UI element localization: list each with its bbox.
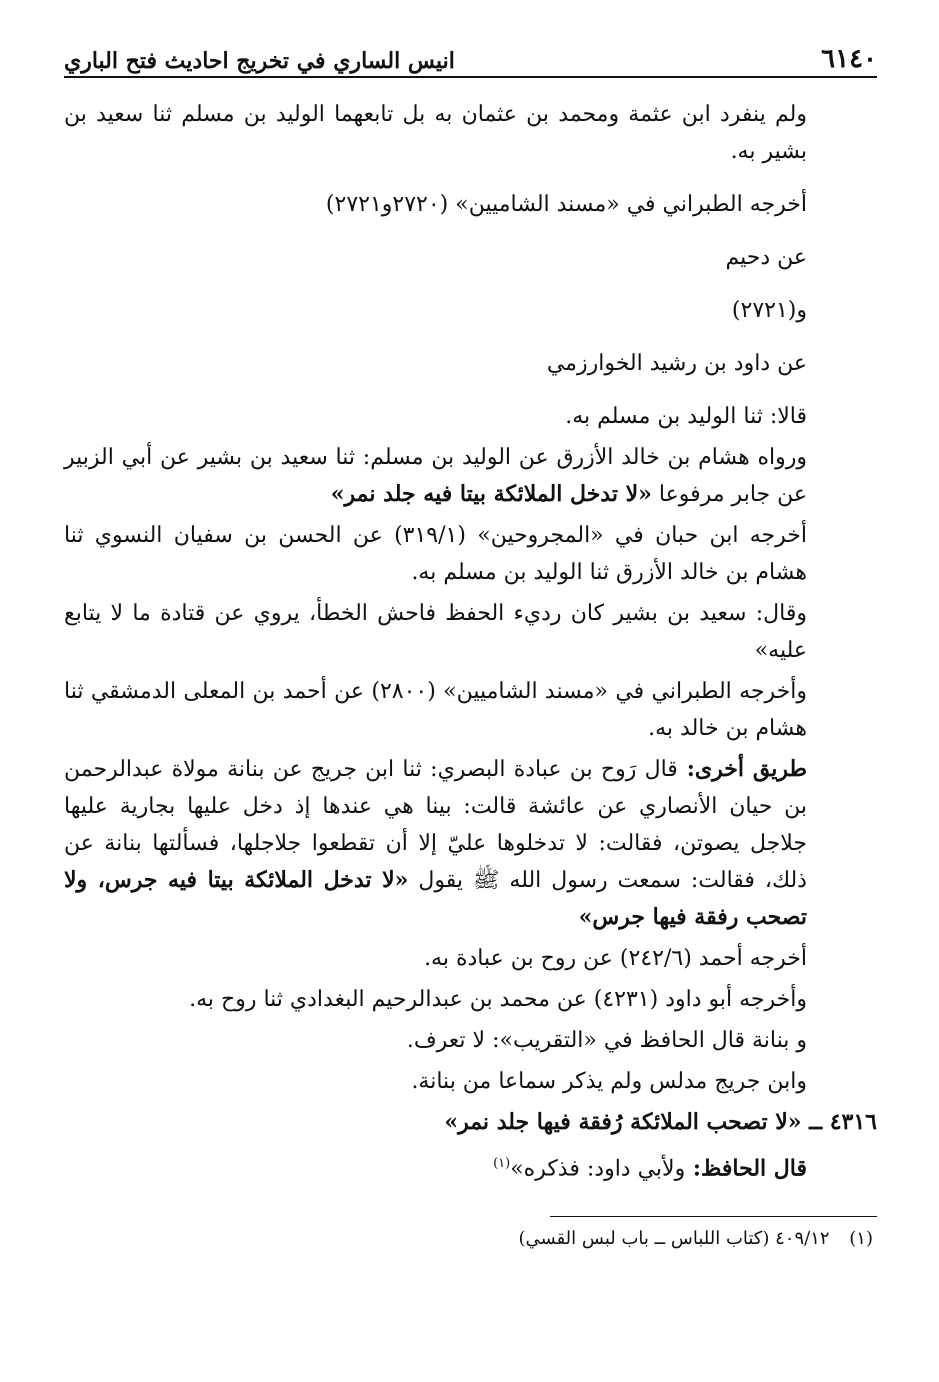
- paragraph: وابن جريج مدلس ولم يذكر سماعا من بنانة.: [411, 1069, 807, 1094]
- paragraph: و بنانة قال الحافظ في «التقريب»: لا تعرف.: [406, 1028, 807, 1053]
- page-number: ٦١٤٠: [821, 44, 877, 74]
- section-lead: قال الحافظ:: [685, 1155, 807, 1182]
- paragraph: عن داود بن رشيد الخوارزمي: [546, 351, 807, 376]
- paragraph: عن دحيم: [725, 245, 807, 270]
- paragraph-text: ولأبي داود: فذكره»: [510, 1156, 686, 1182]
- paragraph: أخرجه أحمد (٢٤٢/٦) عن روح بن عبادة به.: [424, 946, 807, 971]
- paragraph: [64, 439, 877, 513]
- book-title: انيس الساري في تخريج احاديث فتح الباري: [64, 48, 455, 74]
- section-lead: طريق أخرى:: [677, 756, 807, 782]
- footnote-text: ٤٠٩/١٢ (كتاب اللباس ــ باب لبس القسي): [518, 1228, 830, 1249]
- footnote-reference: (١): [493, 1156, 511, 1171]
- paragraph: وقال: سعيد بن بشير كان رديء الحفظ فاحش الخطأ، يروي عن قتادة ما لا يتابع عليه»: [64, 601, 807, 663]
- document-page: [64, 36, 877, 1191]
- hadith-heading: ٤٣١٦ ــ «لا تصحب الملائكة رُفقة فيها جلد نمر»: [444, 1109, 877, 1135]
- footnote: [518, 1228, 873, 1249]
- paragraph-text: قال رَوح بن عبادة البصري: ثنا ابن جريج عن بنانة مولاة عبدالرحمن بن حيان الأنصاري عن عائشة قالت: بينا هي عندها إذ دخل عليها بجارية عليها جلاجل يصوتن، فقالت: لا تدخلوها عليّ إلا أن تقطعوا جلاجلها، فسألتها بنانة عن ذلك، فقالت: سمعت رسول الله ﷺ يقول: [64, 757, 807, 893]
- paragraph: وأخرجه أبو داود (٤٢٣١) عن محمد بن عبدالرحيم البغدادي ثنا روح به.: [189, 987, 807, 1012]
- hadith-quote: «لا تدخل الملائكة بيتا فيه جلد نمر»: [330, 481, 652, 507]
- footnote-marker: (١): [849, 1228, 873, 1249]
- hadith-quote: «لا تدخل الملائكة بيتا فيه جرس، ولا تصحب رفقة فيها جرس»: [64, 867, 807, 930]
- paragraph: أخرجه ابن حبان في «المجروحين» (٣١٩/١) عن الحسن بن سفيان النسوي ثنا هشام بن خالد الأزرق ثنا الوليد بن مسلم به.: [64, 523, 807, 585]
- paragraph: [64, 751, 877, 936]
- paragraph: [64, 1145, 877, 1187]
- header-rule: [64, 76, 877, 78]
- paragraph: ولم ينفرد ابن عثمة ومحمد بن عثمان به بل تابعهما الوليد بن مسلم ثنا سعيد بن بشير به.: [64, 102, 807, 164]
- paragraph: قالا: ثنا الوليد بن مسلم به.: [565, 404, 807, 429]
- paragraph: و(٢٧٢١): [731, 298, 807, 323]
- paragraph-text: ورواه هشام بن خالد الأزرق عن الوليد بن مسلم: ثنا سعيد بن بشير عن أبي الزبير عن جابر مرفوعا: [64, 445, 807, 507]
- paragraph: أخرجه الطبراني في «مسند الشاميين» (٢٧٢٠و٢٧٢١): [325, 192, 807, 217]
- paragraph: وأخرجه الطبراني في «مسند الشاميين» (٢٨٠٠) عن أحمد بن المعلى الدمشقي ثنا هشام بن خالد به.: [64, 679, 807, 741]
- page-header: [64, 36, 877, 74]
- main-text: [64, 96, 877, 1187]
- footnote-rule: [550, 1216, 877, 1217]
